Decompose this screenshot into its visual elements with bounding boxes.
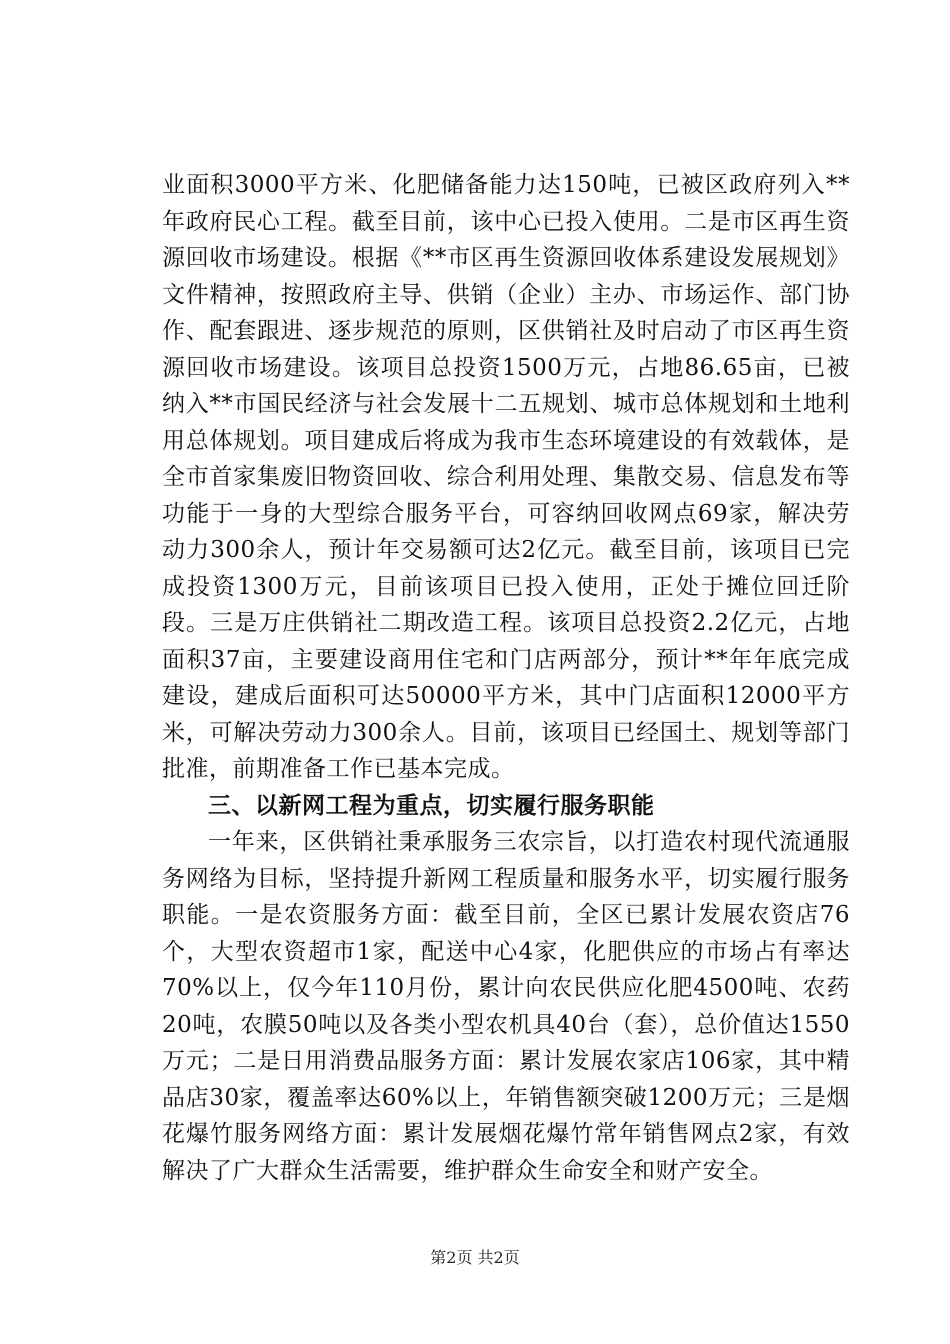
page-footer: 第2页 共2页	[430, 1248, 520, 1267]
section-heading: 三、以新网工程为重点，切实履行服务职能	[208, 792, 655, 819]
paragraph-continuation: 业面积3000平方米、化肥储备能力达150吨，已被区政府列入**年政府民心工程。截至目前，该中心已投入使用。二是市区再生资源回收市场建设。根据《**市区再生资源回收体系建设发展规划》文件精神，按照政府主导、供销（企业）主办、市场运作、部门协作、配套跟进、逐步规范的原则，区供销社及时启动了市区再生资源回收市场建设。该项目总投资1500万元，占地86.65亩，已被纳入**市国民经济与社会发展十二五规划、城市总体规划和土地利用总体规划。项目建成后将成为我市生态环境建设的有效载体，是全市首家集废旧物资回收、综合利用处理、集散交易、信息发布等功能于一身的大型综合服务平台，可容纳回收网点69家，解决劳动力300余人，预计年交易额可达2亿元。截至目前，该项目已完成投资1300万元，目前该项目已投入使用，正处于摊位回迁阶段。三是万庄供销社二期改造工程。该项目总投资2.2亿元，占地面积37亩，主要建设商用住宅和门店两部分，预计**年年底完成建设，建成后面积可达50000平方米，其中门店面积12000平方米，可解决劳动力300余人。目前，该项目已经国土、规划等部门批准，前期准备工作已基本完成。	[162, 172, 850, 782]
document-body	[162, 167, 850, 1189]
paragraph-service: 一年来，区供销社秉承服务三农宗旨，以打造农村现代流通服务网络为目标，坚持提升新网工程质量和服务水平，切实履行服务职能。一是农资服务方面：截至目前，全区已累计发展农资店76个，大型农资超市1家，配送中心4家，化肥供应的市场占有率达70%以上，仅今年110月份，累计向农民供应化肥4500吨、农药20吨，农膜50吨以及各类小型农机具40台（套），总价值达1550万元；二是日用消费品服务方面：累计发展农家店106家，其中精品店30家，覆盖率达60%以上，年销售额突破1200万元；三是烟花爆竹服务网络方面：累计发展烟花爆竹常年销售网点2家，有效解决了广大群众生活需要，维护群众生命安全和财产安全。	[162, 829, 850, 1184]
